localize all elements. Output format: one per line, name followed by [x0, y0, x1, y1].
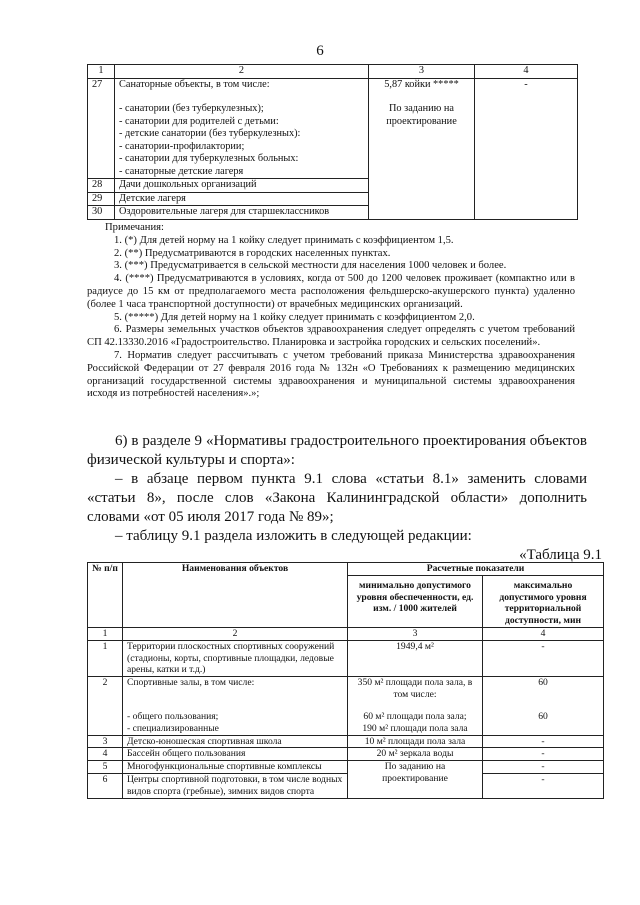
min-total: 350 м² площади пола зала, в том числе: [357, 677, 473, 700]
row-name: Детские лагеря [115, 192, 369, 206]
table-row [88, 773, 604, 798]
row-min: 10 м² площади пола зала [348, 735, 483, 748]
row-min: 1949,4 м² [348, 640, 483, 676]
table-header-row [88, 65, 578, 79]
row-name [115, 78, 369, 179]
table-colnum-row [88, 627, 604, 640]
header-min: минимально допустимого уровня обеспеченности, ед. изм. / 1000 жителей [348, 575, 483, 627]
row-name: Территории плоскостных спортивных сооружений (стадионы, корты, спортивные площадки, ледовые арены, катки и т.д.) [123, 640, 348, 676]
table-row [88, 748, 604, 761]
row-max: - [483, 761, 604, 774]
health-facilities-table [87, 64, 578, 220]
table-row [88, 677, 604, 735]
row-number: 30 [88, 206, 115, 220]
row-number: 3 [88, 735, 123, 748]
colnum-3: 3 [348, 627, 483, 640]
colnum-1: 1 [88, 65, 115, 79]
row-name: Многофункциональные спортивные комплексы [123, 761, 348, 774]
colnum-1: 1 [88, 627, 123, 640]
note-3: 3. (***) Предусматривается в сельской местности для населения 1000 человек и более. [114, 260, 507, 272]
row-min: 20 м² зеркала воды [348, 748, 483, 761]
list-item: - общего пользования; [127, 710, 219, 722]
list-item: - санатории для родителей с детьми: [119, 115, 279, 127]
max-sub: 60 [538, 710, 548, 722]
max-total: 60 [538, 677, 548, 689]
row-number: 29 [88, 192, 115, 206]
paragraph-table-9-1: – таблицу 9.1 раздела изложить в следующей редакции: [115, 528, 472, 544]
note-1: 1. (*) Для детей норму на 1 койку следует принимать с коэффициентом 1,5. [114, 234, 454, 246]
row-number: 2 [88, 677, 123, 735]
row-number: 1 [88, 640, 123, 676]
row-number: 6 [88, 773, 123, 798]
norm-value: 5,87 койки ***** [384, 78, 459, 90]
row-name: Бассейн общего пользования [123, 748, 348, 761]
sports-facilities-table [87, 562, 604, 799]
row-max: - [483, 773, 604, 798]
table-caption: «Таблица 9.1 [519, 547, 602, 563]
amendment-text [87, 432, 587, 546]
colnum-4: 4 [483, 627, 604, 640]
table-row [88, 640, 604, 676]
row-number: 5 [88, 761, 123, 774]
row-title: Спортивные залы, в том числе: [127, 677, 255, 689]
list-item: - санатории для туберкулезных больных: [119, 153, 299, 164]
header-number: № п/п [88, 563, 123, 628]
list-item: - санатории (без туберкулезных); [119, 103, 264, 114]
table-row [88, 735, 604, 748]
row-name [123, 677, 348, 735]
header-name: Наименования объектов [123, 563, 348, 628]
access-cell: - [475, 78, 578, 219]
note-5: 5. (*****) Для детей норму на 1 койку следует принимать с коэффициентом 2,0. [114, 311, 475, 323]
list-item: - детские санатории (без туберкулезных): [119, 128, 301, 139]
note-6: 6. Размеры земельных участков объектов здравоохранения следует определять с учетом требований СП 42.13330.2016 «Градостроительство. Планировка и застройка городских и сельских поселений». [87, 324, 575, 349]
row-name: Дачи дошкольных организаций [115, 179, 369, 193]
row-title: Санаторные объекты, в том числе: [119, 78, 270, 90]
colnum-4: 4 [475, 65, 578, 79]
list-item: - специализированные [127, 722, 219, 734]
row-name: Детско-юношеская спортивная школа [123, 735, 348, 748]
note-7: 7. Норматив следует рассчитывать с учетом требований приказа Министерства здравоохранения Российской Федерации от 27 февраля 2016 года № 132н «О Требованиях к размещению медицинских организаций государственной системы здравоохранения и муниципальной системы здравоохранения исходя из потребностей населения».»; [87, 349, 575, 400]
header-calc: Расчетные показатели [348, 563, 604, 576]
table-row [88, 78, 578, 179]
notes-title: Примечания: [105, 222, 164, 233]
row-number: 4 [88, 748, 123, 761]
colnum-2: 2 [123, 627, 348, 640]
paragraph-section-9: 6) в разделе 9 «Нормативы градостроительного проектирования объектов физической культуры и спорта»: [87, 433, 587, 468]
min-sub: 60 м² площади пола зала; [363, 710, 467, 722]
colnum-2: 2 [115, 65, 369, 79]
row-name: Центры спортивной подготовки, в том числе водных видов спорта (гребные), зимних видов спорта [123, 773, 348, 798]
row-max: - [483, 735, 604, 748]
row-max [483, 677, 604, 735]
row-name: Оздоровительные лагеря для старшеклассников [115, 206, 369, 220]
row-max: - [483, 748, 604, 761]
row-min: По заданию на проектирование [348, 761, 483, 798]
header-max: максимально допустимого уровня территориальной доступности, мин [483, 575, 604, 627]
row-min [348, 677, 483, 735]
row-number: 28 [88, 179, 115, 193]
note-2: 2. (**) Предусматриваются в городских населенных пунктах. [114, 247, 391, 259]
table-header-row [88, 563, 604, 576]
norm-note: По заданию на проектирование [386, 103, 457, 127]
list-item: - санаторные детские лагеря [119, 165, 244, 177]
row-number: 27 [88, 78, 115, 179]
norm-cell [369, 78, 475, 219]
table-row [88, 761, 604, 774]
list-item: - санатории-профилактории; [119, 140, 245, 152]
row-max: - [483, 640, 604, 676]
paragraph-item-9-1: – в абзаце первом пункта 9.1 слова «статьи 8.1» заменить словами «статьи 8», после слов «Закона Калининградской области» дополнить словами «от 05 июля 2017 года № 89»; [87, 471, 587, 525]
min-sub: 190 м² площади пола зала [362, 722, 468, 734]
notes-block [87, 222, 575, 401]
page-number: 6 [316, 43, 324, 59]
colnum-3: 3 [369, 65, 475, 79]
note-4: 4. (****) Предусматриваются в условиях, когда от 500 до 1200 человек проживает (компактно или в радиусе до 15 км от предполагаемого места расположения фельдшерско-акушерского пункта) удаленно (более 1 часа транспортной доступности) от врачебных медицинских организаций. [87, 273, 575, 310]
